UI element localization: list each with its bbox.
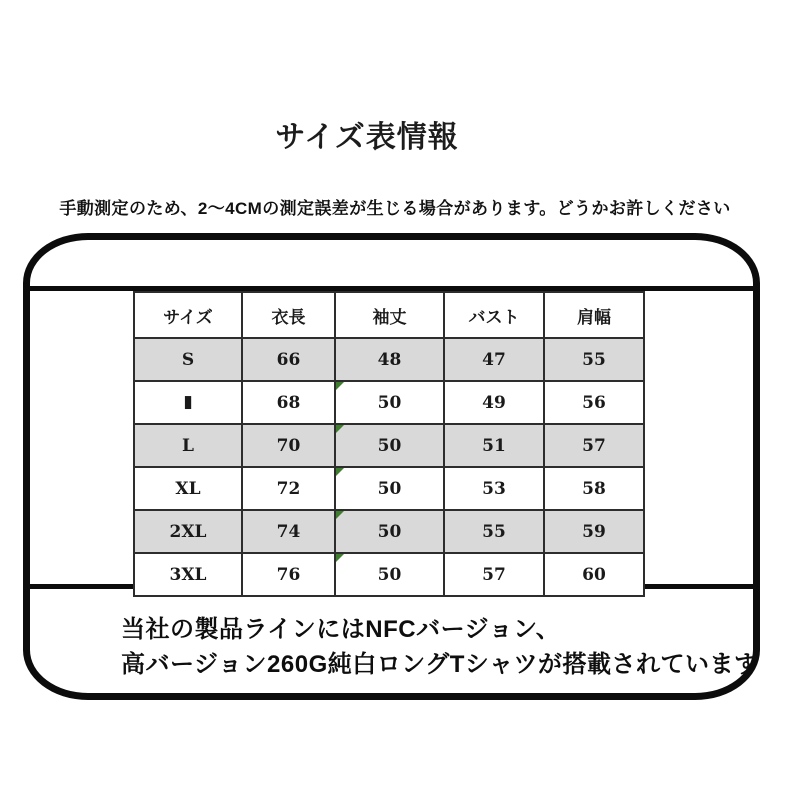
page-title: サイズ表情報 — [275, 121, 459, 154]
header-bust: バスト — [444, 292, 544, 338]
cell-sleeve — [335, 510, 444, 553]
table-row-xl — [134, 467, 644, 510]
header-shoulder-width: 肩幅 — [544, 292, 644, 338]
size-label: S — [134, 338, 242, 381]
header-size: サイズ — [134, 292, 242, 338]
product-note — [121, 612, 758, 682]
cell-shoulder: 57 — [544, 424, 644, 467]
table-row-2xl — [134, 510, 644, 553]
cell-bust: 53 — [444, 467, 544, 510]
cell-note-marker-icon — [336, 382, 344, 390]
measurement-disclaimer: 手動測定のため、2〜4CMの測定誤差が生じる場合があります。どうかお許しください — [59, 199, 731, 218]
cell-shoulder: 60 — [544, 553, 644, 596]
size-label: L — [134, 424, 242, 467]
cell-note-marker-icon — [336, 511, 344, 519]
cell-shoulder: 55 — [544, 338, 644, 381]
cell-sleeve-value: 50 — [377, 521, 402, 542]
cell-bust: 55 — [444, 510, 544, 553]
cell-sleeve — [335, 381, 444, 424]
size-table — [133, 291, 645, 597]
cell-length: 70 — [242, 424, 335, 467]
cell-sleeve-value: 50 — [377, 478, 402, 499]
size-label: 3XL — [134, 553, 242, 596]
cell-note-marker-icon — [336, 468, 344, 476]
table-row-s — [134, 338, 644, 381]
cell-note-marker-icon — [336, 425, 344, 433]
cell-bust: 47 — [444, 338, 544, 381]
cell-shoulder: 56 — [544, 381, 644, 424]
cell-bust: 51 — [444, 424, 544, 467]
product-note-line-2: 高バージョン260G純白ロングTシャツが搭載されています — [121, 651, 759, 678]
table-row-3xl — [134, 553, 644, 596]
cell-sleeve — [335, 467, 444, 510]
cell-sleeve-value: 50 — [377, 392, 402, 413]
cell-sleeve-value: 50 — [377, 435, 402, 456]
cell-shoulder: 59 — [544, 510, 644, 553]
cell-shoulder: 58 — [544, 467, 644, 510]
cell-sleeve — [335, 424, 444, 467]
size-label: 2XL — [134, 510, 242, 553]
cell-length: 66 — [242, 338, 335, 381]
product-note-line-1: 当社の製品ラインにはNFCバージョン、 — [121, 616, 561, 643]
cell-sleeve: 48 — [335, 338, 444, 381]
cell-note-marker-icon — [336, 554, 344, 562]
table-row-l — [134, 424, 644, 467]
cell-length: 74 — [242, 510, 335, 553]
header-sleeve-length: 袖丈 — [335, 292, 444, 338]
table-row-m — [134, 381, 644, 424]
cell-length: 68 — [242, 381, 335, 424]
size-table-header-row — [134, 292, 644, 338]
cell-sleeve — [335, 553, 444, 596]
cell-bust: 57 — [444, 553, 544, 596]
cell-bust: 49 — [444, 381, 544, 424]
cell-sleeve-value: 50 — [377, 564, 402, 585]
cell-length: 72 — [242, 467, 335, 510]
header-garment-length: 衣長 — [242, 292, 335, 338]
cell-length: 76 — [242, 553, 335, 596]
size-label: XL — [134, 467, 242, 510]
size-label: ▮ — [134, 381, 242, 424]
